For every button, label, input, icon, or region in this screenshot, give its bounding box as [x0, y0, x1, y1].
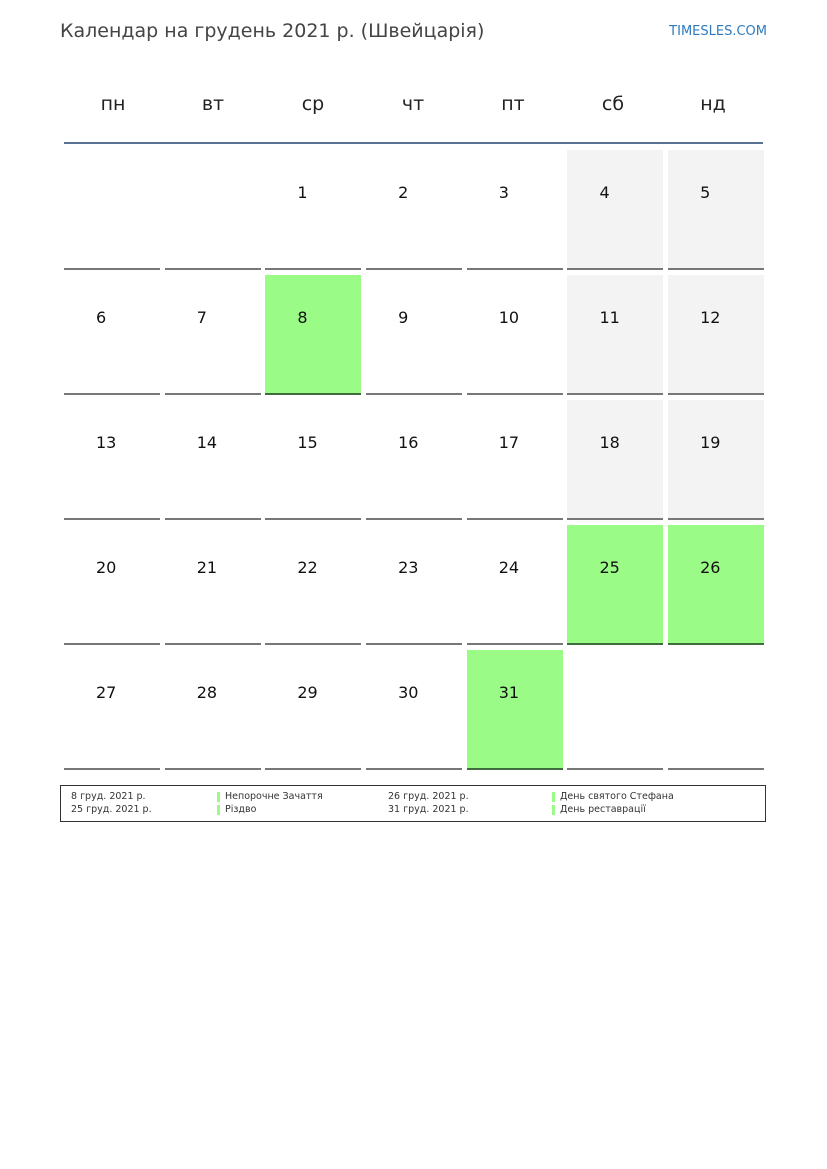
weekday-header	[63, 88, 763, 120]
holiday-legend	[60, 785, 766, 822]
legend-color-marker	[217, 792, 220, 802]
day-cell[interactable]	[64, 525, 160, 645]
legend-date: 25 груд. 2021 р.	[71, 804, 152, 815]
day-cell[interactable]	[64, 275, 160, 395]
day-cell[interactable]	[165, 525, 261, 645]
day-cell[interactable]	[366, 525, 462, 645]
day-number: 7	[196, 308, 207, 327]
legend-date: 31 груд. 2021 р.	[388, 804, 469, 815]
legend-holiday-name: День святого Стефана	[560, 791, 674, 802]
day-cell[interactable]	[366, 650, 462, 770]
calendar-grid	[64, 150, 764, 770]
day-number: 1	[297, 183, 308, 202]
day-cell[interactable]	[467, 400, 563, 520]
day-cell[interactable]	[265, 150, 361, 270]
weekday-sat: сб	[601, 93, 625, 115]
day-cell[interactable]	[567, 150, 663, 270]
day-cell[interactable]	[265, 275, 361, 395]
day-cell[interactable]	[366, 150, 462, 270]
day-number: 16	[398, 433, 419, 452]
day-cell[interactable]	[165, 650, 261, 770]
day-number: 18	[599, 433, 620, 452]
day-cell[interactable]	[467, 150, 563, 270]
day-number: 8	[297, 308, 308, 327]
day-cell[interactable]	[668, 275, 764, 395]
day-number: 3	[498, 183, 509, 202]
day-cell[interactable]	[668, 150, 764, 270]
empty-day-cell	[64, 150, 160, 270]
day-number: 15	[297, 433, 318, 452]
day-number: 30	[398, 683, 419, 702]
day-number: 22	[297, 558, 318, 577]
legend-color-marker	[552, 792, 555, 802]
day-number: 12	[700, 308, 721, 327]
day-number: 23	[398, 558, 419, 577]
day-number: 5	[700, 183, 711, 202]
day-number: 4	[599, 183, 610, 202]
day-number: 6	[96, 308, 107, 327]
day-number: 19	[700, 433, 721, 452]
day-cell[interactable]	[467, 275, 563, 395]
day-number: 14	[196, 433, 218, 452]
day-cell[interactable]	[567, 400, 663, 520]
header-divider	[64, 142, 763, 144]
day-cell[interactable]	[567, 275, 663, 395]
weekday-sun: нд	[700, 93, 726, 115]
day-cell[interactable]	[265, 400, 361, 520]
day-cell[interactable]	[265, 525, 361, 645]
day-number: 10	[498, 308, 520, 327]
day-cell[interactable]	[165, 400, 261, 520]
empty-day-cell	[668, 650, 764, 770]
day-cell[interactable]	[467, 650, 563, 770]
empty-day-cell	[567, 650, 663, 770]
legend-date: 8 груд. 2021 р.	[71, 791, 146, 802]
day-number: 28	[196, 683, 218, 702]
day-number: 9	[398, 308, 409, 327]
day-number: 11	[599, 308, 620, 327]
day-number: 25	[599, 558, 620, 577]
legend-holiday-name: Різдво	[225, 804, 257, 815]
day-cell[interactable]	[668, 525, 764, 645]
day-number: 2	[398, 183, 409, 202]
day-number: 13	[96, 433, 117, 452]
day-number: 24	[498, 558, 520, 577]
weekday-fri: пт	[501, 93, 525, 115]
day-cell[interactable]	[366, 400, 462, 520]
legend-color-marker	[217, 805, 220, 815]
day-number: 29	[297, 683, 318, 702]
legend-color-marker	[552, 805, 555, 815]
site-link[interactable]: TIMESLES.COM	[669, 24, 767, 39]
legend-holiday-name: День реставрації	[560, 804, 646, 815]
day-cell[interactable]	[467, 525, 563, 645]
day-number: 21	[196, 558, 218, 577]
day-cell[interactable]	[366, 275, 462, 395]
day-cell[interactable]	[265, 650, 361, 770]
legend-date: 26 груд. 2021 р.	[388, 791, 469, 802]
page-title: Календар на грудень 2021 р. (Швейцарія)	[60, 20, 485, 42]
weekday-thu: чт	[401, 93, 425, 115]
legend-holiday-name: Непорочне Зачаття	[225, 791, 323, 802]
weekday-tue: вт	[201, 93, 225, 115]
day-cell[interactable]	[165, 275, 261, 395]
day-number: 20	[96, 558, 117, 577]
empty-day-cell	[165, 150, 261, 270]
weekday-wed: ср	[301, 93, 325, 115]
day-cell[interactable]	[567, 525, 663, 645]
day-number: 26	[700, 558, 721, 577]
day-cell[interactable]	[64, 400, 160, 520]
day-number: 27	[96, 683, 117, 702]
day-number: 31	[498, 683, 520, 702]
day-cell[interactable]	[64, 650, 160, 770]
weekday-mon: пн	[100, 93, 126, 115]
day-cell[interactable]	[668, 400, 764, 520]
day-number: 17	[498, 433, 520, 452]
